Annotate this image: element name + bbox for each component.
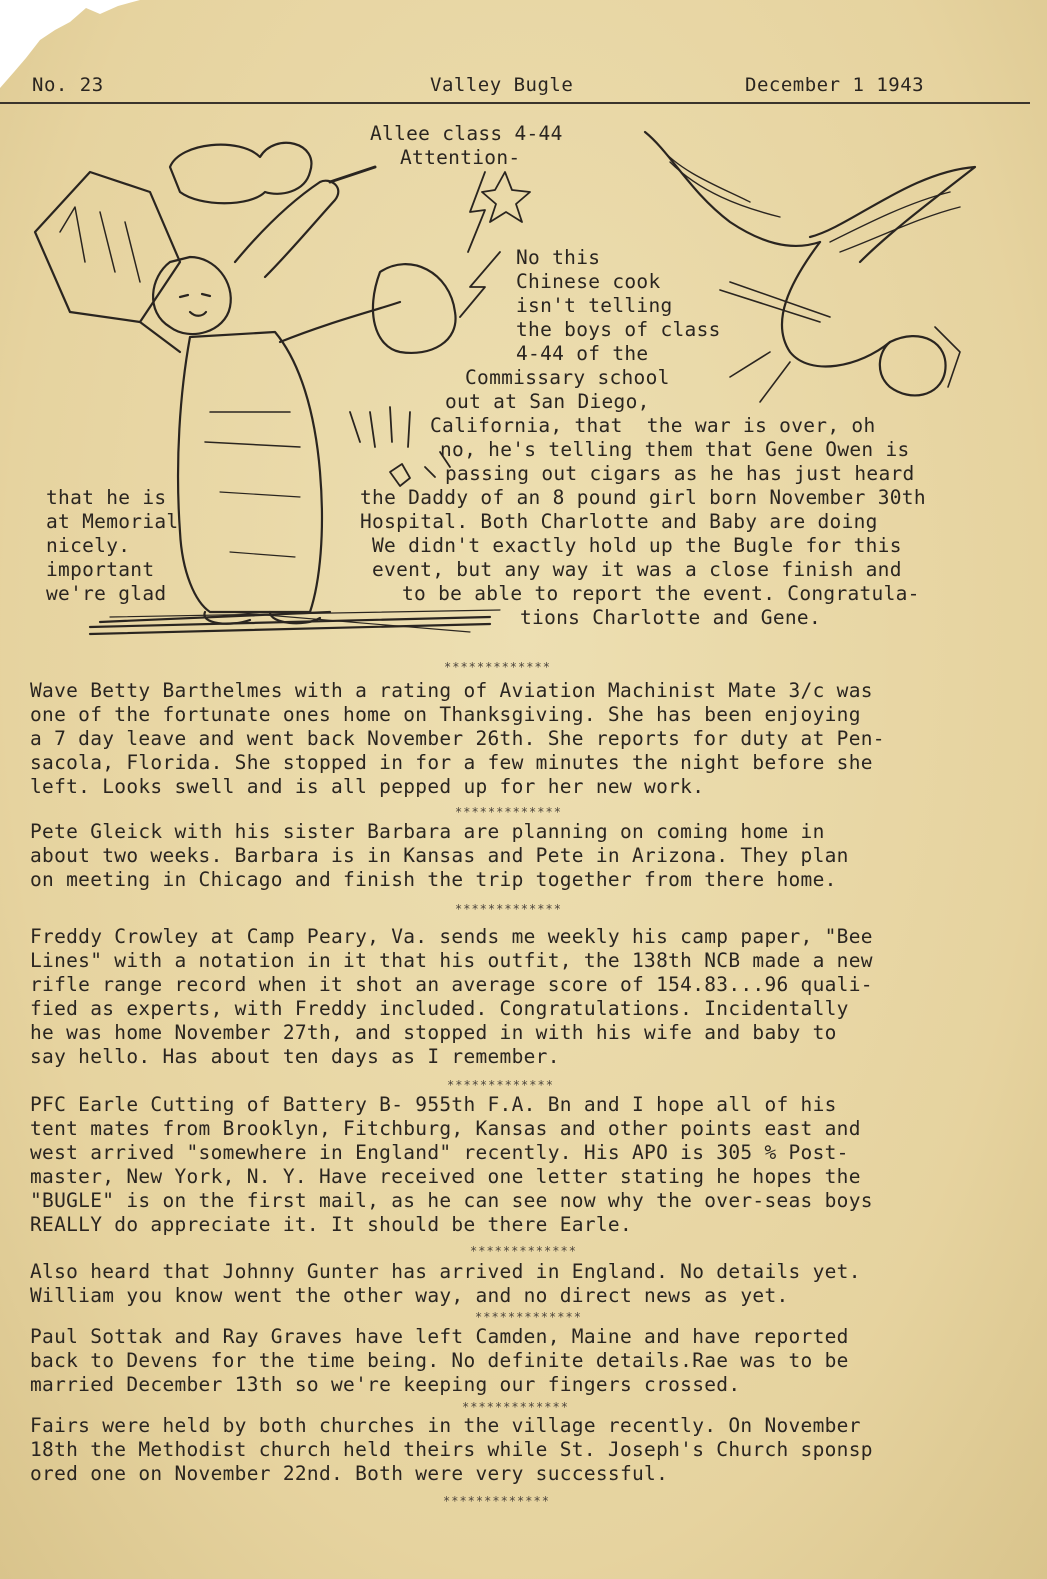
intro-left-line: that he is (46, 486, 167, 509)
intro-line: event, but any way it was a close finish and (372, 558, 902, 581)
intro-left-line: nicely. (46, 534, 131, 557)
article-line: 18th the Methodist church held theirs while St. Joseph's Church sponsp (30, 1438, 873, 1461)
separator: ************* (475, 1310, 582, 1324)
article-line: on meeting in Chicago and finish the trip together from there home. (30, 868, 837, 891)
article-line: about two weeks. Barbara is in Kansas and Pete in Arizona. They plan (30, 844, 849, 867)
article-line: a 7 day leave and went back November 26th. She reports for duty at Pen- (30, 727, 885, 750)
intro-line: passing out cigars as he has just heard (445, 462, 915, 485)
intro-line: Hospital. Both Charlotte and Baby are doing (360, 510, 878, 533)
intro-line: the Daddy of an 8 pound girl born November 30th (360, 486, 926, 509)
intro-left-line: important (46, 558, 155, 581)
article-line: back to Devens for the time being. No definite details.Rae was to be (30, 1349, 849, 1372)
article-line: William you know went the other way, and no direct news as yet. (30, 1284, 789, 1307)
intro-line: Chinese cook (516, 270, 661, 293)
separator: ************* (455, 805, 562, 819)
separator: ************* (470, 1244, 577, 1258)
article-line: one of the fortunate ones home on Thanksgiving. She has been enjoying (30, 703, 861, 726)
article-line: fied as experts, with Freddy included. Congratulations. Incidentally (30, 997, 849, 1020)
article-line: he was home November 27th, and stopped in with his wife and baby to (30, 1021, 837, 1044)
intro-headline-line: Attention- (400, 146, 521, 169)
issue-number: No. 23 (32, 74, 104, 96)
article-line: sacola, Florida. She stopped in for a few minutes the night before she (30, 751, 873, 774)
intro-line: isn't telling (516, 294, 673, 317)
article-line: Also heard that Johnny Gunter has arrived in England. No details yet. (30, 1260, 861, 1283)
intro-line: 4-44 of the (516, 342, 649, 365)
separator: ************* (443, 1494, 550, 1508)
stork-figure (645, 132, 975, 402)
newsletter-title: Valley Bugle (430, 74, 574, 96)
intro-left-line: at Memorial (46, 510, 179, 533)
intro-line: We didn't exactly hold up the Bugle for this (372, 534, 902, 557)
intro-headline-line: Allee class 4-44 (370, 122, 563, 145)
article-line: Paul Sottak and Ray Graves have left Camden, Maine and have reported (30, 1325, 849, 1348)
issue-date: December 1 1943 (745, 74, 925, 96)
separator: ************* (447, 1078, 554, 1092)
intro-line: out at San Diego, (445, 390, 650, 413)
article-line: married December 13th so we're keeping our fingers crossed. (30, 1373, 741, 1396)
separator: ************* (444, 660, 551, 674)
intro-line: Commissary school (465, 366, 670, 389)
intro-line: No this (516, 246, 601, 269)
article-line: Pete Gleick with his sister Barbara are planning on coming home in (30, 820, 825, 843)
intro-line: to be able to report the event. Congratula- (402, 582, 920, 605)
article-line: west arrived "somewhere in England" recently. His APO is 305 % Post- (30, 1141, 849, 1164)
floor-hatching (90, 610, 500, 634)
article-line: Wave Betty Barthelmes with a rating of Aviation Machinist Mate 3/c was (30, 679, 873, 702)
intro-left-line: we're glad (46, 582, 167, 605)
article-line: Fairs were held by both churches in the village recently. On November (30, 1414, 861, 1437)
article-line: ored one on November 22nd. Both were very successful. (30, 1462, 669, 1485)
article-line: rifle range record when it shot an average score of 154.83...96 quali- (30, 973, 873, 996)
article-line: tent mates from Brooklyn, Fitchburg, Kansas and other points east and (30, 1117, 861, 1140)
intro-line: tions Charlotte and Gene. (520, 606, 821, 629)
separator: ************* (455, 902, 562, 916)
article-line: Lines" with a notation in it that his outfit, the 138th NCB made a new (30, 949, 873, 972)
article-line: REALLY do appreciate it. It should be there Earle. (30, 1213, 632, 1236)
article-line: Freddy Crowley at Camp Peary, Va. sends me weekly his camp paper, "Bee (30, 925, 873, 948)
masthead (0, 72, 1030, 104)
article-line: "BUGLE" is on the first mail, as he can see now why the over-seas boys (30, 1189, 873, 1212)
article-line: say hello. Has about ten days as I remember. (30, 1045, 560, 1068)
intro-line: California, that the war is over, oh (430, 414, 876, 437)
intro-line: no, he's telling them that Gene Owen is (440, 438, 910, 461)
flag-sign (35, 172, 180, 352)
separator: ************* (462, 1400, 569, 1414)
article-line: left. Looks swell and is all pepped up for her new work. (30, 775, 705, 798)
article-line: master, New York, N. Y. Have received one letter stating he hopes the (30, 1165, 861, 1188)
intro-line: the boys of class (516, 318, 721, 341)
article-line: PFC Earle Cutting of Battery B- 955th F.A. Bn and I hope all of his (30, 1093, 837, 1116)
